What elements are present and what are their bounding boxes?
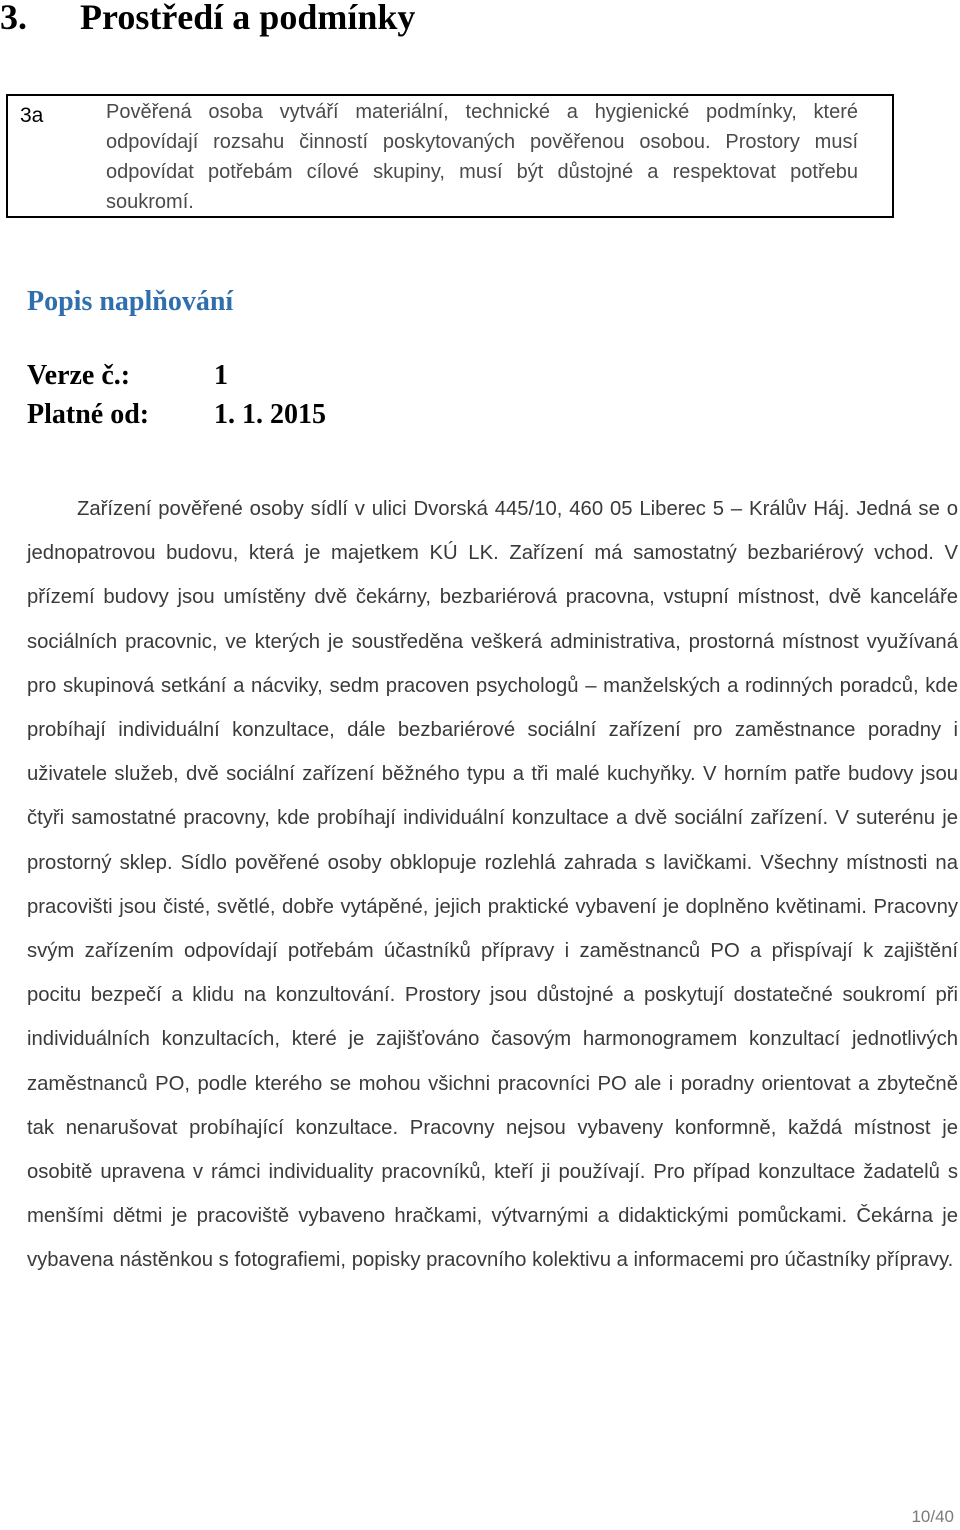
heading-title: Prostředí a podmínky: [80, 0, 416, 37]
requirement-id: 3a: [20, 104, 44, 127]
section-title: Popis naplňování: [27, 286, 234, 317]
requirement-text: Pověřená osoba vytváří materiální, technické a hygienické podmínky, které odpovídají rozsahu činností poskytovaných pověřenou osobou. Prostory musí odpovídat potřebám cílové skupiny, musí být důstojné a respektovat potřebu soukromí.: [106, 101, 858, 213]
version-row: [27, 358, 228, 394]
version-value: 1: [214, 360, 228, 391]
page-heading: [0, 0, 415, 40]
valid-from-value: 1. 1. 2015: [214, 399, 326, 430]
version-label: Verze č.:: [27, 360, 131, 391]
valid-from-row: [27, 397, 326, 433]
description-paragraph: Zařízení pověřené osoby sídlí v ulici Dvorská 445/10, 460 05 Liberec 5 – Králův Háj. Jedná se o jednopatrovou budovu, která je majetkem KÚ LK. Zařízení má samostatný bezbariérový vchod. V přízemí budovy jsou umístěny dvě čekárny, bezbariérová pracovna, vstupní místnost, dvě kanceláře sociálních pracovnic, ve kterých je soustředěna veškerá administrativa, prostorná místnost využívaná pro skupinová setkání a nácviky, sedm pracoven psychologů – manželských a rodinných poradců, kde probíhají individuální konzultace, dále bezbariérové sociální zařízení pro zaměstnance poradny i uživatele služeb, dvě sociální zařízení běžného typu a tři malé kuchyňky. V horním patře budovy jsou čtyři samostatné pracovny, kde probíhají individuální konzultace a dvě sociální zařízení. V suterénu je prostorný sklep. Sídlo pověřené osoby obklopuje rozlehlá zahrada s lavičkami. Všechny místnosti na pracovišti jsou čisté, světlé, dobře vytápěné, jejich praktické vybavení je doplněno květinami. Pracovny svým zařízením odpovídají potřebám účastníků přípravy i zaměstnanců PO a přispívají k zajištění pocitu bezpečí a klidu na konzultování. Prostory jsou důstojné a poskytují dostatečné soukromí při individuálních konzultacích, které je zajišťováno časovým harmonogramem konzultací jednotlivých zaměstnanců PO, podle kterého se mohou všichni pracovníci PO ale i poradny orientovat a zbytečně tak nenarušovat probíhající konzultace. Pracovny nejsou vybaveny konformně, každá místnost je osobitě upravena v rámci individuality pracovníků, kteří ji používají. Pro případ konzultace žadatelů s menšími dětmi je pracoviště vybaveno hračkami, výtvarnými a didaktickými pomůckami. Čekárna je vybavena nástěnkou s fotografiemi, popisky pracovního kolektivu a informacemi pro účastníky přípravy.: [27, 498, 958, 1272]
valid-from-label: Platné od:: [27, 399, 150, 430]
page-number: 10/40: [911, 1507, 954, 1526]
heading-number: 3.: [0, 0, 27, 37]
requirement-box: [6, 94, 894, 218]
